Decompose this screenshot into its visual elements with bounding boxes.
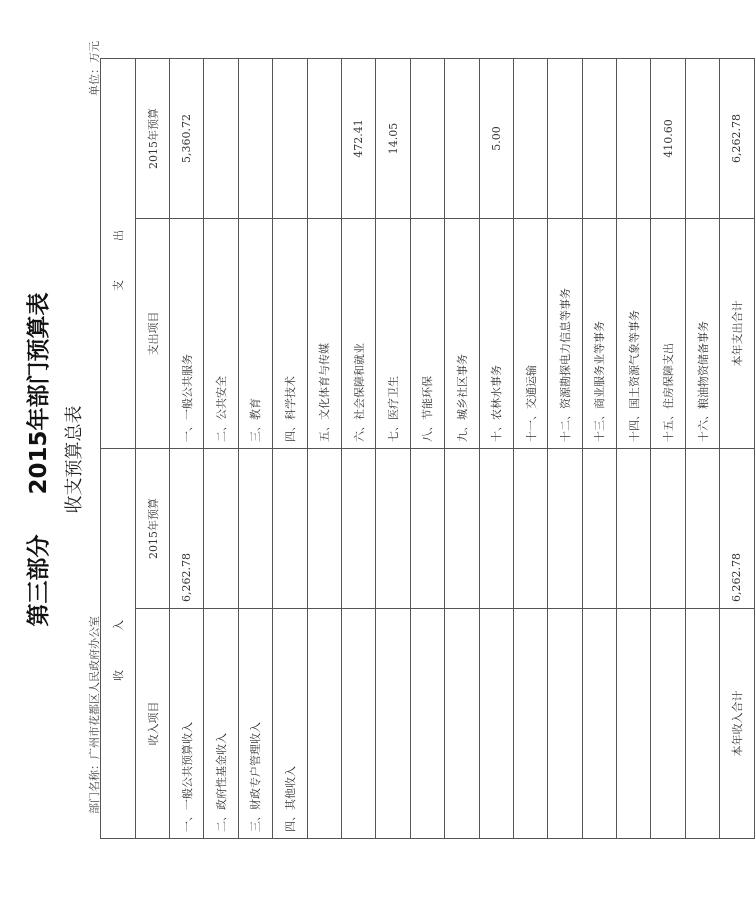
expense-item-cell: 二、公共安全 [204, 219, 238, 449]
table-row [376, 59, 410, 839]
income-item-cell [651, 609, 685, 839]
income-value-cell [341, 449, 375, 609]
income-item-cell [617, 609, 651, 839]
table-row [170, 59, 204, 839]
income-item-cell [479, 609, 513, 839]
income-value-cell [513, 449, 547, 609]
income-value-cell [410, 449, 444, 609]
expense-value-cell [445, 59, 479, 219]
expense-value-cell [410, 59, 444, 219]
income-item-cell [445, 609, 479, 839]
table-row [273, 59, 307, 839]
expense-value-cell [238, 59, 272, 219]
expense-item-cell: 十、农林水事务 [479, 219, 513, 449]
income-item-cell [376, 609, 410, 839]
expense-item-cell: 十一、交通运输 [513, 219, 547, 449]
unit-label: 单位：万元 [88, 41, 101, 96]
expense-value-cell [307, 59, 341, 219]
income-total-label: 本年收入合计 [720, 609, 754, 839]
table-row [204, 59, 238, 839]
table-row [341, 59, 375, 839]
expense-item-header: 支出项目 [136, 219, 170, 449]
title-main: 2015年部门预算表 [26, 292, 52, 495]
income-item-cell: 四、其他收入 [273, 609, 307, 839]
department-label: 部门名称：广州市花都区人民政府办公室 [88, 616, 101, 814]
expense-total-label: 本年支出合计 [720, 219, 754, 449]
expense-value-cell: 14.05 [376, 59, 410, 219]
expense-value-cell [204, 59, 238, 219]
income-item-cell [582, 609, 616, 839]
budget-table [100, 58, 755, 839]
table-row [410, 59, 444, 839]
expense-value-cell [617, 59, 651, 219]
totals-row [720, 59, 754, 839]
budget-table-body [170, 59, 720, 839]
income-item-cell [341, 609, 375, 839]
table-row [685, 59, 719, 839]
expense-total-value: 6,262.78 [720, 59, 754, 219]
income-value-cell [582, 449, 616, 609]
table-row [307, 59, 341, 839]
expense-item-cell: 十六、粮油物资储备事务 [685, 219, 719, 449]
expense-item-cell: 七、医疗卫生 [376, 219, 410, 449]
expense-value-cell [582, 59, 616, 219]
income-item-cell [513, 609, 547, 839]
income-item-cell [685, 609, 719, 839]
income-value-cell [204, 449, 238, 609]
expense-item-cell: 六、社会保障和就业 [341, 219, 375, 449]
table-row [445, 59, 479, 839]
income-value-cell [445, 449, 479, 609]
table-row [479, 59, 513, 839]
expense-item-cell: 九、城乡社区事务 [445, 219, 479, 449]
income-value-cell [238, 449, 272, 609]
income-item-cell: 一、一般公共预算收入 [170, 609, 204, 839]
expense-value-cell: 472.41 [341, 59, 375, 219]
expense-item-cell: 三、教育 [238, 219, 272, 449]
income-value-cell [548, 449, 582, 609]
income-value-cell [685, 449, 719, 609]
table-row [513, 59, 547, 839]
income-item-cell [548, 609, 582, 839]
title-part: 第三部分 [26, 534, 52, 627]
expense-item-cell: 一、一般公共服务 [170, 219, 204, 449]
income-item-cell: 三、财政专户管理收入 [238, 609, 272, 839]
expense-item-cell: 四、科学技术 [273, 219, 307, 449]
income-item-cell [410, 609, 444, 839]
income-item-cell: 二、政府性基金收入 [204, 609, 238, 839]
income-budget-header: 2015年预算 [136, 449, 170, 609]
income-value-cell [479, 449, 513, 609]
expense-item-cell: 八、节能环保 [410, 219, 444, 449]
expense-budget-header: 2015年预算 [136, 59, 170, 219]
income-total-value: 6,262.78 [720, 449, 754, 609]
expense-value-cell: 5,360.72 [170, 59, 204, 219]
expense-value-cell: 410.60 [651, 59, 685, 219]
income-value-cell [617, 449, 651, 609]
group-header-row [101, 59, 136, 839]
expense-group-header: 支 出 [101, 59, 136, 449]
document-title [20, 0, 53, 919]
expense-value-cell: 5.00 [479, 59, 513, 219]
income-value-cell [307, 449, 341, 609]
expense-value-cell [513, 59, 547, 219]
expense-value-cell [273, 59, 307, 219]
expense-item-cell: 五、文化体育与传媒 [307, 219, 341, 449]
table-row [238, 59, 272, 839]
column-header-row [136, 59, 170, 839]
income-value-cell [376, 449, 410, 609]
income-item-cell [307, 609, 341, 839]
income-value-cell: 6,262.78 [170, 449, 204, 609]
expense-item-cell: 十四、国土资源气象等事务 [617, 219, 651, 449]
income-item-header: 收入项目 [136, 609, 170, 839]
expense-value-cell [685, 59, 719, 219]
expense-item-cell: 十五、住房保障支出 [651, 219, 685, 449]
expense-item-cell: 十二、资源勘探电力信息等事务 [548, 219, 582, 449]
table-row [651, 59, 685, 839]
table-row [582, 59, 616, 839]
expense-item-cell: 十三、商业服务业等事务 [582, 219, 616, 449]
income-value-cell [651, 449, 685, 609]
income-group-header: 收 入 [101, 449, 136, 839]
table-row [548, 59, 582, 839]
table-row [617, 59, 651, 839]
income-value-cell [273, 449, 307, 609]
expense-value-cell [548, 59, 582, 219]
document-subtitle: 收支预算总表 [64, 405, 85, 514]
